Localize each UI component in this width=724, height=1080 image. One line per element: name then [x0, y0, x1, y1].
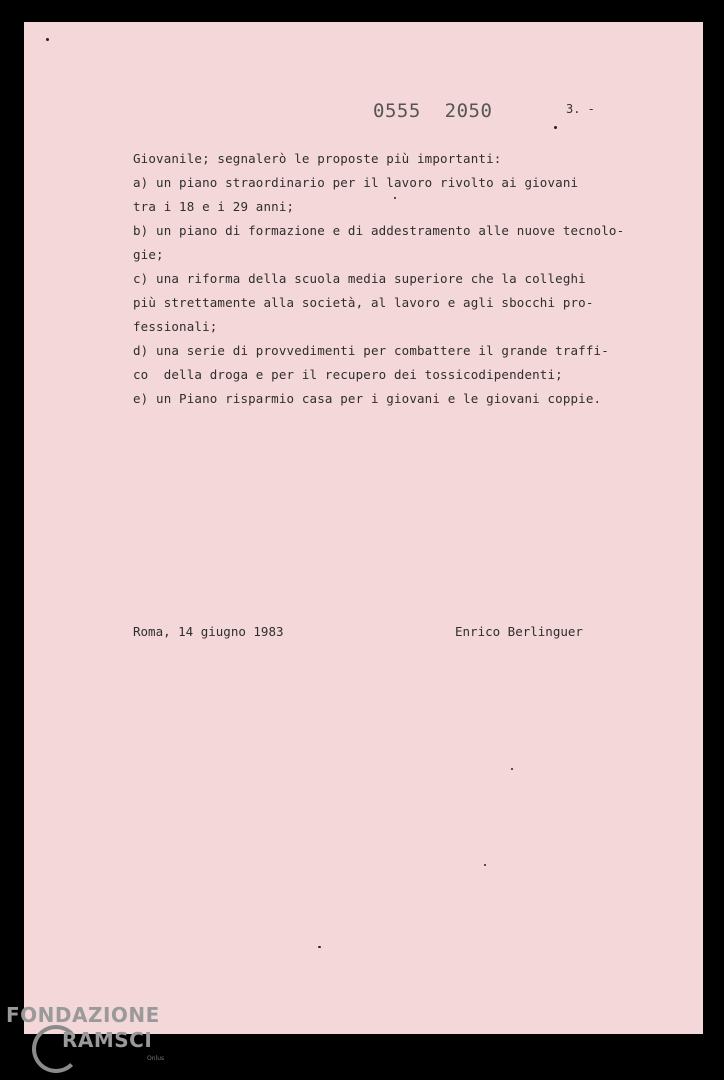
text-line: b) un piano di formazione e di addestramento alle nuove tecnolo-	[133, 223, 625, 238]
logo-line1: FONDAZIONE	[6, 1003, 160, 1027]
signature: Enrico Berlinguer	[455, 624, 583, 639]
speck	[46, 38, 49, 41]
fondazione-gramsci-logo	[6, 1003, 176, 1073]
text-line: co della droga e per il recupero dei tossicodipendenti;	[133, 367, 563, 382]
logo-line2: RAMSCI	[62, 1028, 153, 1052]
speck	[318, 946, 321, 948]
speck	[511, 768, 513, 770]
text-line: tra i 18 e i 29 anni;	[133, 199, 295, 214]
archive-stamp-number: 0555 2050	[373, 100, 493, 122]
text-line: gie;	[133, 247, 164, 262]
speck	[554, 126, 557, 129]
letter-body	[133, 147, 673, 411]
place-date: Roma, 14 giugno 1983	[133, 624, 284, 639]
text-line: Giovanile; segnalerò le proposte più importanti:	[133, 151, 502, 166]
text-line: c) una riforma della scuola media superiore che la colleghi	[133, 271, 586, 286]
text-line: a) un piano straordinario per il lavoro rivolto ai giovani	[133, 175, 579, 190]
text-line: e) un Piano risparmio casa per i giovani e le giovani coppie.	[133, 391, 602, 406]
speck	[484, 864, 486, 866]
text-line: fessionali;	[133, 319, 218, 334]
text-line: più strettamente alla società, al lavoro e agli sbocchi pro-	[133, 295, 594, 310]
logo-sub: Onlus	[147, 1055, 165, 1062]
text-line: d) una serie di provvedimenti per combattere il grande traffi-	[133, 343, 609, 358]
page-number: 3. -	[566, 102, 595, 116]
